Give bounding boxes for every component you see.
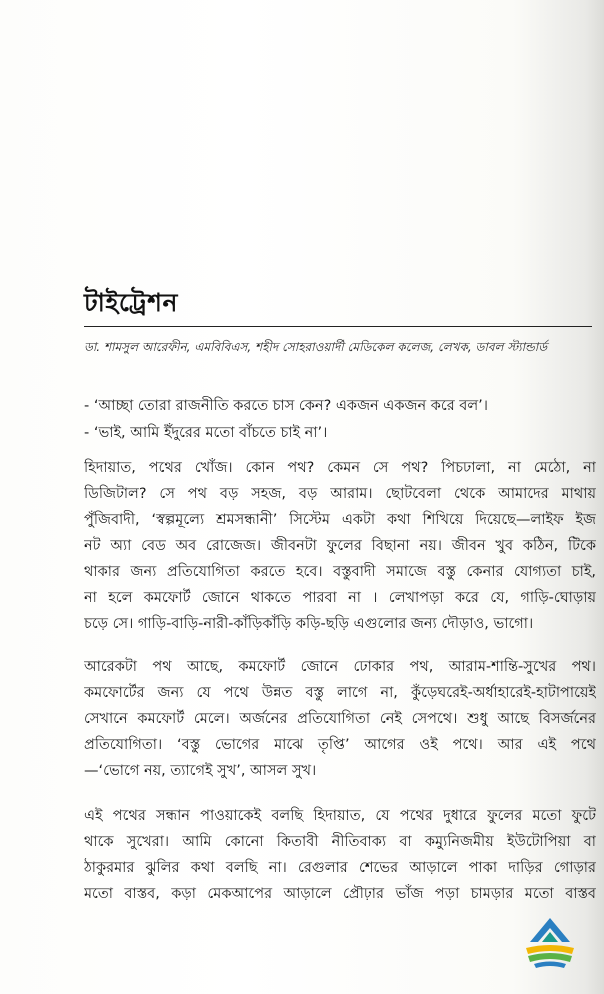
text-line: ডিজিটাল? সে পথ বড় সহজ, বড় আরাম। ছোটবেলা থেকে আমাদের মাথায় bbox=[84, 486, 596, 502]
text-line: প্রতিযোগিতা। ‘বস্তু ভোগের মাঝে তৃপ্তি’ আগের ওই পথে। আর এই পথে bbox=[84, 737, 596, 753]
author-attribution: ডা. শামসুল আরেফীন, এমবিবিএস, শহীদ সোহরাওয়ার্দী মেডিকেল কলেজ, লেখক, ডাবল স্ট্যান্ডার্ড bbox=[84, 340, 548, 354]
dialogue-line: - ‘আচ্ছা তোরা রাজনীতি করতে চাস কেন? একজন একজন করে বল’। bbox=[84, 398, 488, 414]
text-line: থাকে সুখেরা। আমি কোনো কিতাবী নীতিবাক্য বা কম্যুনিজমীয় ইউটোপিয়া বা bbox=[84, 834, 596, 850]
text-line: থাকার জন্য প্রতিযোগিতা করতে হবে। বস্তুবাদী সমাজে বস্তু কেনার যোগ্যতা চাই, bbox=[84, 564, 596, 580]
text-line: হিদায়াত, পথের খোঁজ। কোন পথ? কেমন সে পথ? পিচঢালা, না মেঠো, না bbox=[84, 460, 596, 476]
dialogue-line: - ‘ভাই, আমি ইঁদুরের মতো বাঁচতে চাই না’। bbox=[84, 425, 328, 441]
paragraph-hidayat bbox=[84, 455, 596, 637]
text-line: সেখানে কমফোর্ট মেলে। অর্জনের প্রতিযোগিতা নেই সেপথে। শুধু আছে বিসর্জনের bbox=[84, 711, 596, 727]
text-line: চড়ে সে। গাড়ি-বাড়ি-নারী-কাঁড়িকাঁড়ি কড়ি-ছড়ি এগুলোর জন্য দৌড়াও, ভাগো। bbox=[84, 616, 534, 632]
chapter-title: টাইট্রেশন bbox=[84, 288, 178, 317]
text-line: ঠাকুরমার ঝুলির কথা বলছি না। রেগুলার শেভের আড়ালে পাকা দাড়ির গোড়ার bbox=[84, 860, 596, 876]
text-line: নট অ্যা বেড অব রোজেজ। জীবনটা ফুলের বিছানা নয়। জীবন খুব কঠিন, টিকে bbox=[84, 538, 596, 554]
publisher-logo-icon bbox=[518, 912, 582, 976]
paragraph-path-discovery bbox=[84, 803, 596, 907]
text-line: এই পথের সন্ধান পাওয়াকেই বলছি হিদায়াত, যে পথের দুধারে ফুলের মতো ফুটে bbox=[84, 808, 596, 824]
title-divider bbox=[84, 326, 592, 327]
text-line: না হলে কমফোর্ট জোনে থাকতে পারবা না । লেখাপড়া করে যে, গাড়ি-ঘোড়ায় bbox=[84, 590, 596, 606]
paragraph-another-path bbox=[84, 654, 596, 784]
text-line: পুঁজিবাদী, ‘স্বল্পমূল্যে শ্রমসন্ধানী’ সিস্টেম একটা কথা শিখিয়ে দিয়েছে—লাইফ ইজ bbox=[84, 512, 596, 528]
text-line: মতো বাস্তব, কড়া মেকআপের আড়ালে প্রৌঢ়ার ভাঁজ পড়া চামড়ার মতো বাস্তব bbox=[84, 886, 596, 902]
text-line: কমফোর্টের জন্য যে পথে উন্নত বস্তু লাগে না, কুঁড়েঘরেই-অর্ধাহারেই-হাটাপায়েই bbox=[84, 685, 596, 701]
text-line: আরেকটা পথ আছে, কমফোর্ট জোনে ঢোকার পথ, আরাম-শান্তি-সুখের পথ। bbox=[84, 659, 596, 675]
text-line: —‘ভোগে নয়, ত্যাগেই সুখ’, আসল সুখ। bbox=[84, 763, 317, 779]
